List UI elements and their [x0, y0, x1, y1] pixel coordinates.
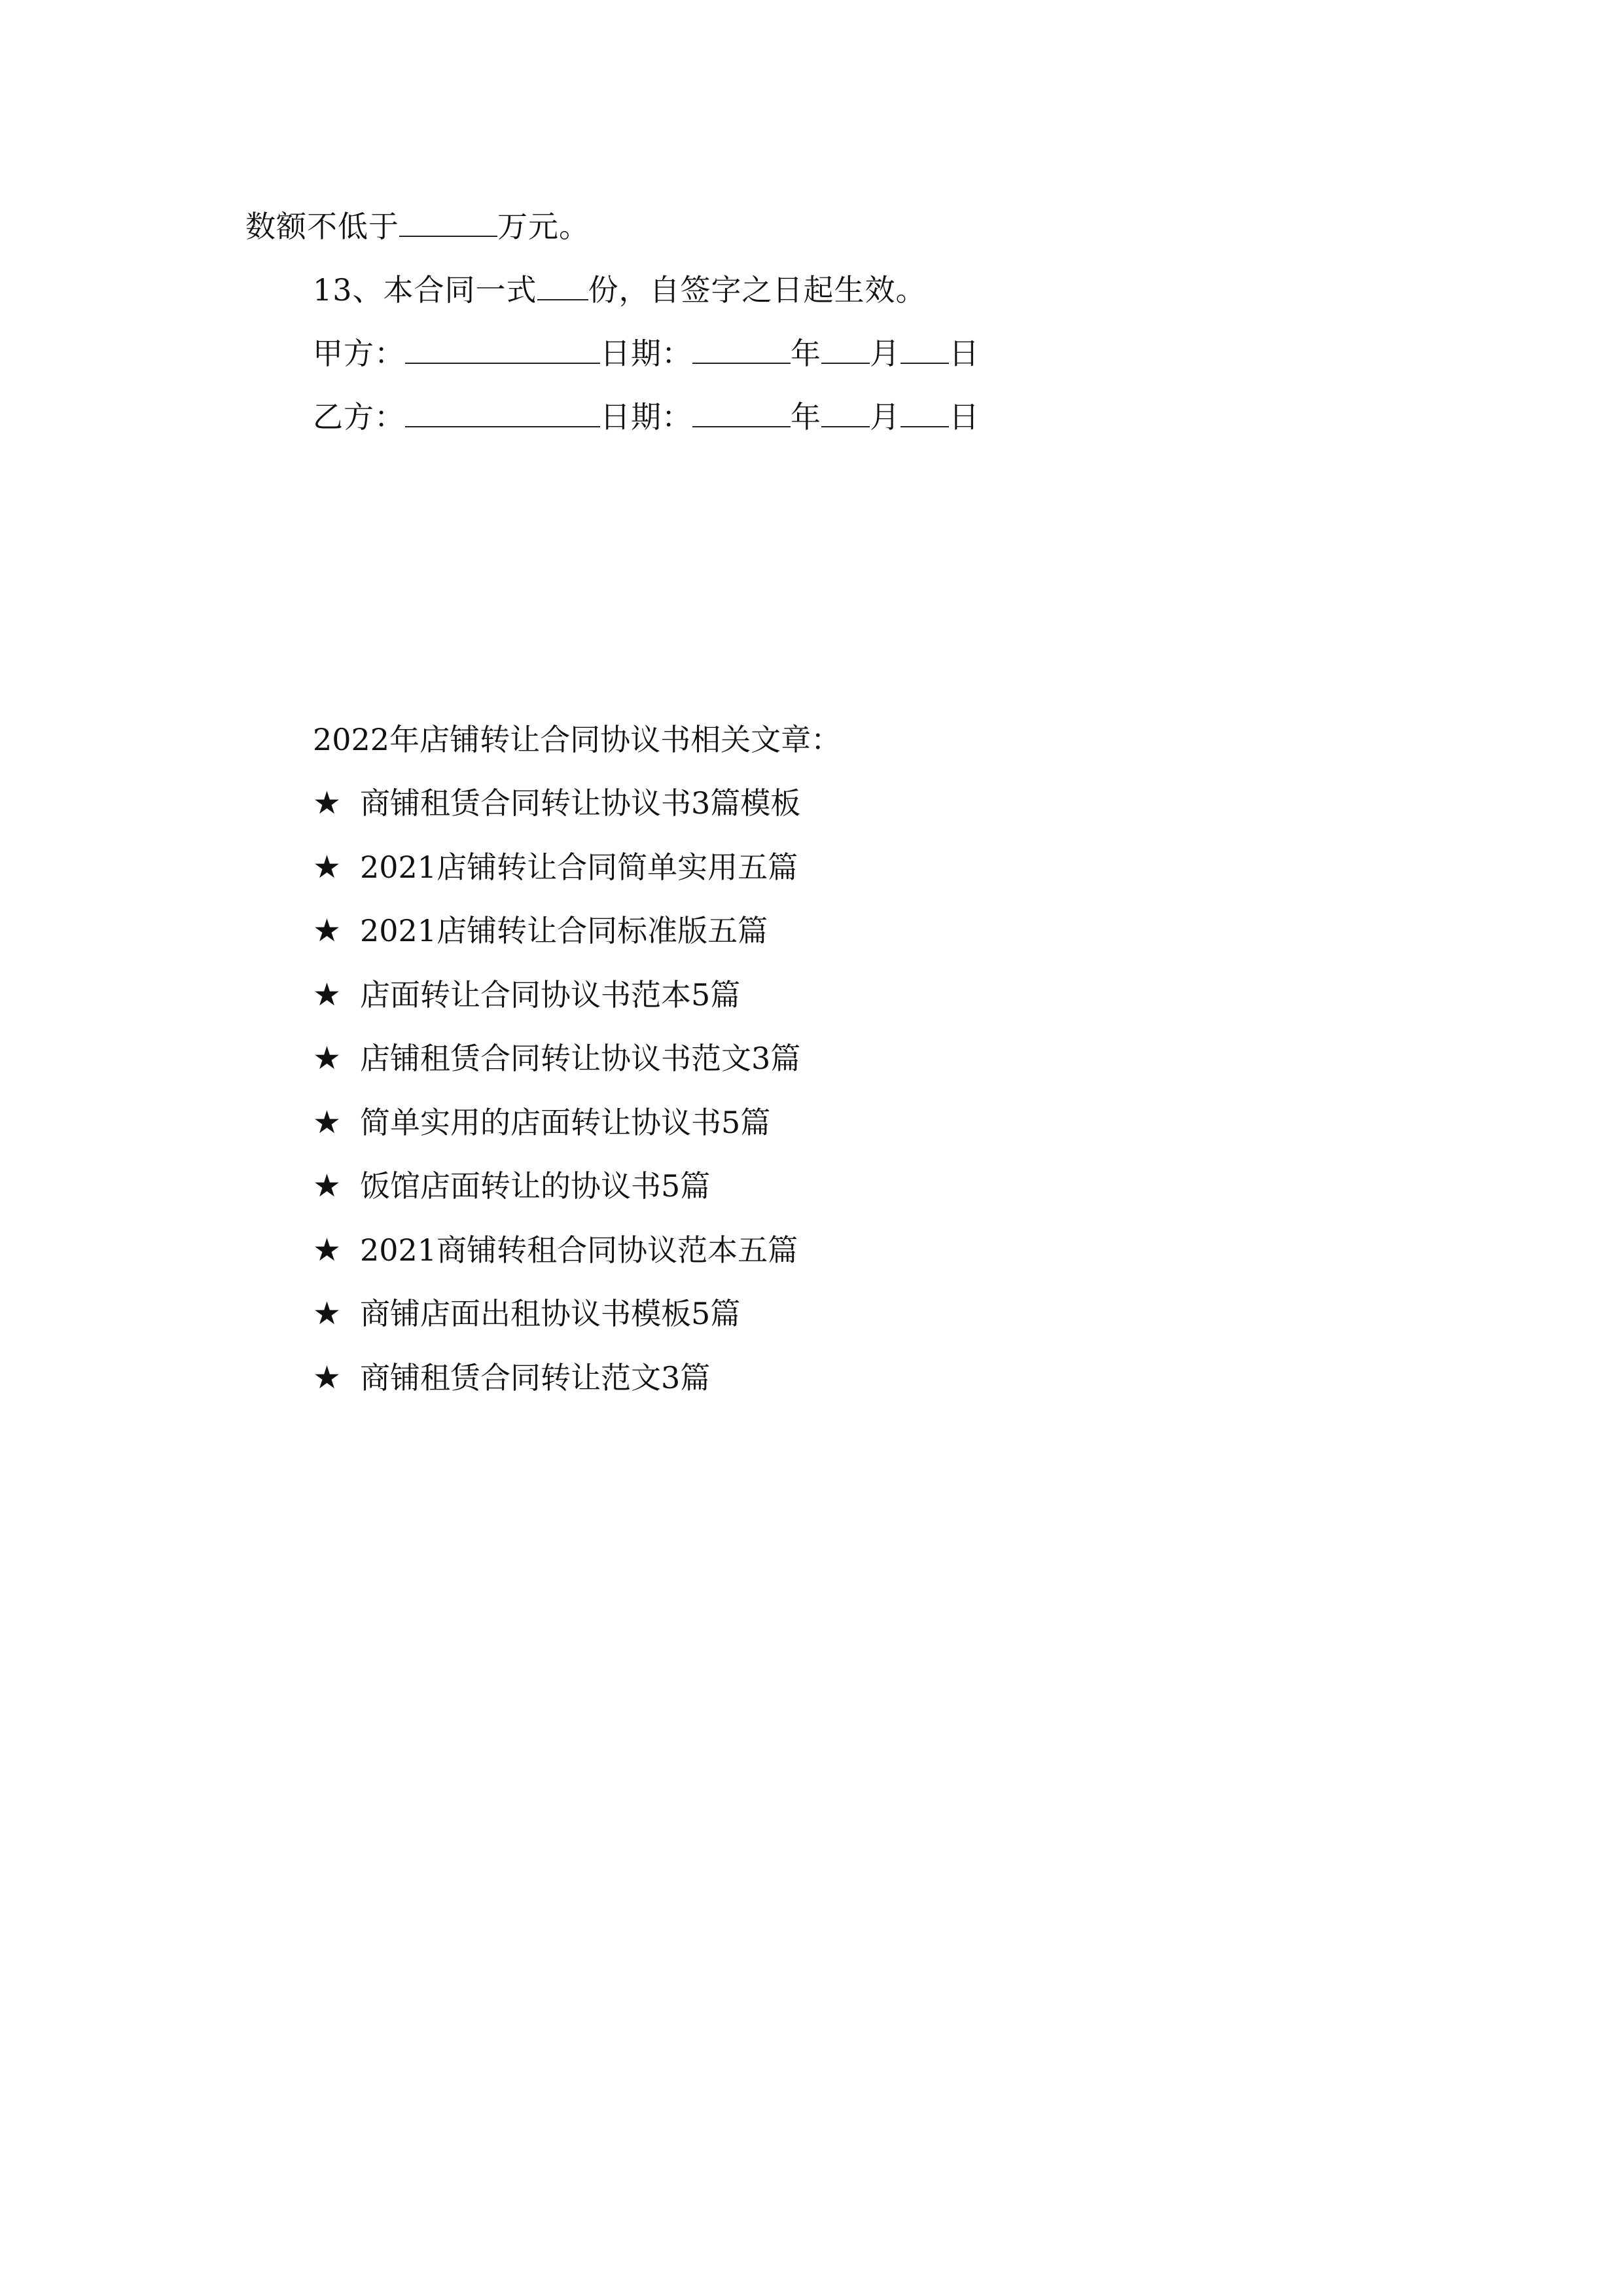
- related-article-link[interactable]: 2021店铺转让合同简单实用五篇: [360, 849, 798, 885]
- party-b-year-blank: [692, 397, 791, 427]
- party-a-signature-blank: [405, 334, 600, 364]
- party-a-day-blank: [901, 334, 949, 364]
- related-articles-list: [313, 783, 800, 1422]
- related-article-link[interactable]: 饭馆店面转让的协议书5篇: [360, 1168, 711, 1204]
- related-article-item[interactable]: [313, 1294, 800, 1358]
- party-a-label: 甲方：: [313, 336, 405, 371]
- party-b-month-blank: [821, 397, 870, 427]
- party-a-year-blank: [692, 334, 791, 364]
- related-article-item[interactable]: [313, 911, 800, 975]
- related-article-link[interactable]: 店面转让合同协议书范本5篇: [360, 977, 741, 1013]
- related-article-item[interactable]: [313, 848, 800, 912]
- party-b-signature-line: [313, 397, 980, 437]
- party-a-date-label: 日期：: [600, 336, 692, 371]
- star-icon: ★: [313, 1168, 342, 1204]
- party-a-month-blank: [821, 334, 870, 364]
- star-icon: ★: [313, 1103, 342, 1141]
- related-article-item[interactable]: [313, 1358, 800, 1422]
- party-b-day-blank: [901, 397, 949, 427]
- related-article-item[interactable]: [313, 975, 800, 1039]
- related-article-link[interactable]: 简单实用的店面转让协议书5篇: [360, 1104, 771, 1140]
- amount-clause: [245, 207, 590, 246]
- related-article-item[interactable]: [313, 1103, 800, 1167]
- copies-blank: [537, 270, 588, 300]
- related-article-link[interactable]: 2021店铺转让合同标准版五篇: [360, 913, 768, 948]
- related-article-link[interactable]: 2021商铺转租合同协议范本五篇: [360, 1232, 798, 1268]
- amount-prefix: 数额不低于: [245, 209, 399, 244]
- party-b-label: 乙方：: [313, 399, 405, 435]
- party-b-month-label: 月: [870, 399, 901, 435]
- related-article-item[interactable]: [313, 1166, 800, 1230]
- amount-blank: [399, 207, 497, 237]
- party-b-signature-blank: [405, 397, 600, 427]
- clause13-prefix: 13、本合同一式: [313, 272, 537, 308]
- star-icon: ★: [313, 976, 342, 1013]
- party-b-year-label: 年: [791, 399, 821, 435]
- clause13-suffix: 份，自签字之日起生效。: [588, 272, 927, 308]
- star-icon: ★: [313, 1231, 342, 1268]
- party-b-date-label: 日期：: [600, 399, 692, 435]
- star-icon: ★: [313, 912, 342, 949]
- related-article-item[interactable]: [313, 783, 800, 848]
- related-article-item[interactable]: [313, 1230, 800, 1295]
- clause-13: [313, 270, 927, 310]
- star-icon: ★: [313, 1295, 342, 1332]
- related-article-item[interactable]: [313, 1039, 800, 1103]
- party-a-year-label: 年: [791, 336, 821, 371]
- related-articles-title: 2022年店铺转让合同协议书相关文章：: [313, 722, 842, 757]
- amount-suffix: 万元。: [497, 209, 590, 244]
- star-icon: ★: [313, 848, 342, 886]
- party-a-day-label: 日: [949, 336, 980, 371]
- related-article-link[interactable]: 商铺店面出租协议书模板5篇: [360, 1296, 741, 1331]
- star-icon: ★: [313, 785, 342, 821]
- star-icon: ★: [313, 1359, 342, 1396]
- party-a-month-label: 月: [870, 336, 901, 371]
- party-a-signature-line: [313, 334, 980, 373]
- related-article-link[interactable]: 商铺租赁合同转让范文3篇: [360, 1359, 711, 1395]
- party-b-day-label: 日: [949, 399, 980, 435]
- star-icon: ★: [313, 1040, 342, 1077]
- related-article-link[interactable]: 商铺租赁合同转让协议书3篇模板: [360, 785, 801, 821]
- related-article-link[interactable]: 店铺租赁合同转让协议书范文3篇: [360, 1041, 801, 1076]
